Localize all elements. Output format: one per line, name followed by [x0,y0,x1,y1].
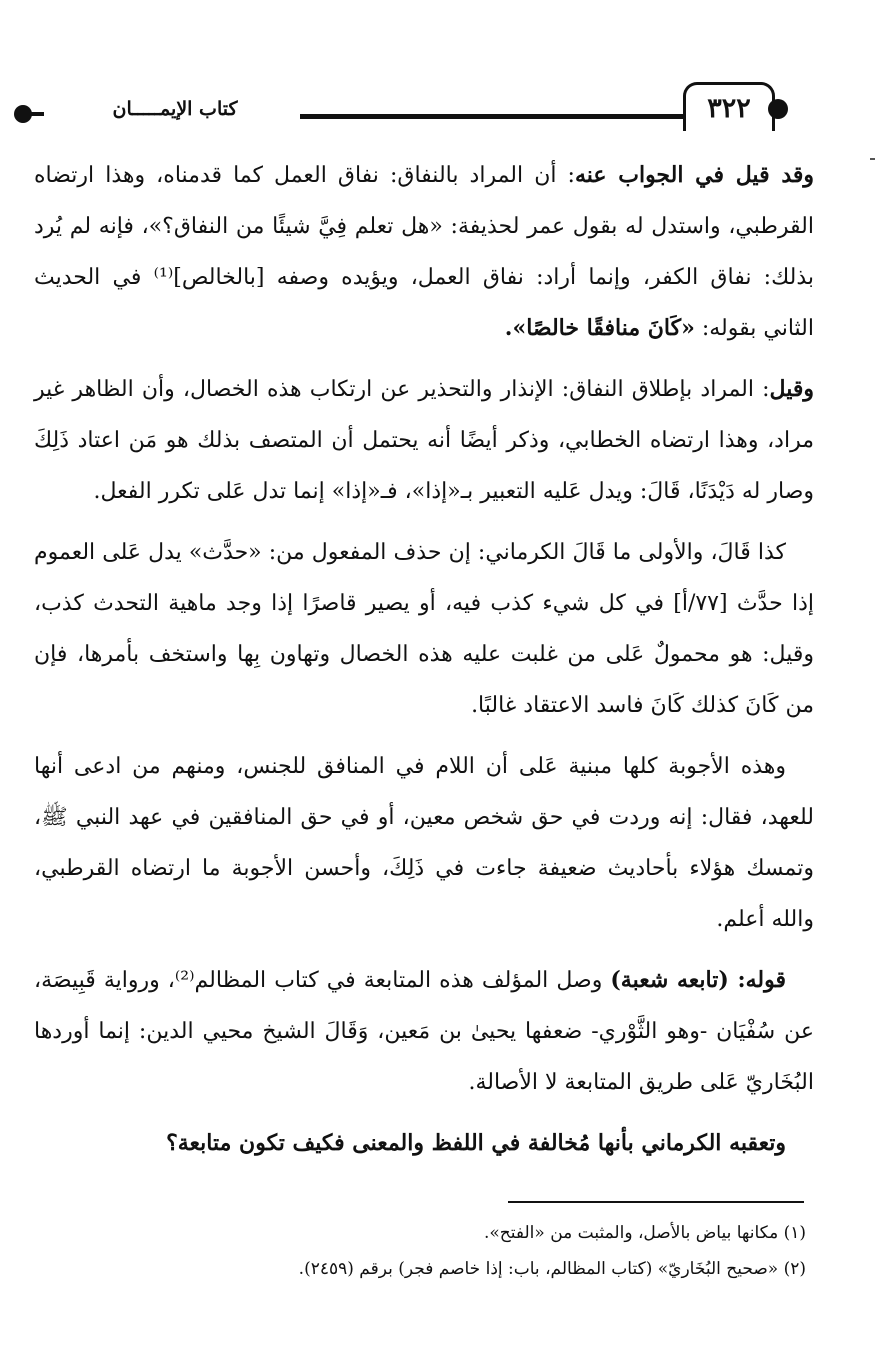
header-ornament-left-tail [28,112,44,116]
paragraph-6: وتعقبه الكرماني بأنها مُخالفة في اللفظ والمعنى فكيف تكون متابعة؟ [166,1130,786,1156]
footnotes [34,1215,806,1287]
page-number: ٣٢٢ [683,82,775,131]
paragraph-5 [34,955,814,1108]
header-rule [300,114,685,119]
paragraph-3: كذا قَالَ، والأولى ما قَالَ الكرماني: إن حذف المفعول من: «حدَّث» يدل عَلى العموم إذا حدَّث [٧٧/أ] في كل شيء كذب فيه، أو يصير قاصرًا إذا وجد ماهية التحدث كذب، وقيل: هو محمولٌ عَلى من غلبت عليه هذه الخصال وتهاون بِها واستخف بأمرها، فإن من كَانَ كذلك كَانَ فاسد الاعتقاد غالبًا. [34,540,814,718]
paragraph-4: وهذه الأجوبة كلها مبنية عَلى أن اللام في المنافق للجنس، ومنهم من ادعى أنها للعهد، فقال: إنه وردت في حق شخص معين، أو في حق المنافقين في عهد النبي ﷺ، وتمسك هؤلاء بأحاديث ضعيفة جاءت في ذَلِكَ، وأحسن الأجوبة ما ارتضاه القرطبي، والله أعلم. [34,754,814,932]
footnote-2: (٢) «صحيح البُخَاريّ» (كتاب المظالم، باب: إذا خاصم فجر) برقم (٢٤٥٩). [298,1259,806,1279]
paragraph-1-text: : أن المراد بالنفاق: نفاق العمل كما قدمناه، وهذا ارتضاه القرطبي، واستدل له بقول عمر لحذيفة: «هل تعلم فِيَّ شيئًا من النفاق؟»، فإنه لم يُرد بذلك: نفاق الكفر، وإنما أراد: نفاق العمل، ويؤيده وصفه [بالخالص]⁽¹⁾ في الحديث الثاني بقوله: [34,163,814,341]
paragraph-2-text: : المراد بإطلاق النفاق: الإنذار والتحذير عن ارتكاب هذه الخصال، وأن الظاهر غير مراد، وهذا ارتضاه الخطابي، وذكر أيضًا أنه يحتمل أن المتصف بذلك هو مَن اعتاد ذَلِكَ وصار له دَيْدَنًا، قَالَ: ويدل عَليه التعبير بـ«إذا»، فـ«إذا» إنما تدل عَلى تكرر الفعل. [34,377,814,504]
footnote-rule [508,1201,804,1203]
footnote-1: (١) مكانها بياض بالأصل، والمثبت من «الفتح». [483,1223,806,1243]
paragraph-2 [34,364,814,517]
paragraph-1-lead: وقد قيل في الجواب عنه [574,162,815,188]
paragraph-5-text: وصل المؤلف هذه المتابعة في كتاب المظالم⁽²⁾، ورواية قَبِيصَة، عن سُفْيَان -وهو الثَّوْري- ضعفها يحيىٰ بن مَعين، وَقَالَ الشيخ محيي الدين: إنما أوردها البُخَاريّ عَلى طريق المتابعة لا الأصالة. [34,968,814,1095]
margin-mark [870,158,875,160]
paragraph-1-quote: «كَانَ منافقًا خالصًا». [504,315,695,341]
paragraph-2-lead: وقيل [769,376,814,402]
running-title: كتاب الإيمـــــان [112,98,238,120]
header-ornament-right [768,99,788,119]
main-text [34,150,814,1179]
paragraph-1 [34,150,814,354]
paragraph-5-lead: قوله: (تابعه شعبة) [610,967,786,993]
